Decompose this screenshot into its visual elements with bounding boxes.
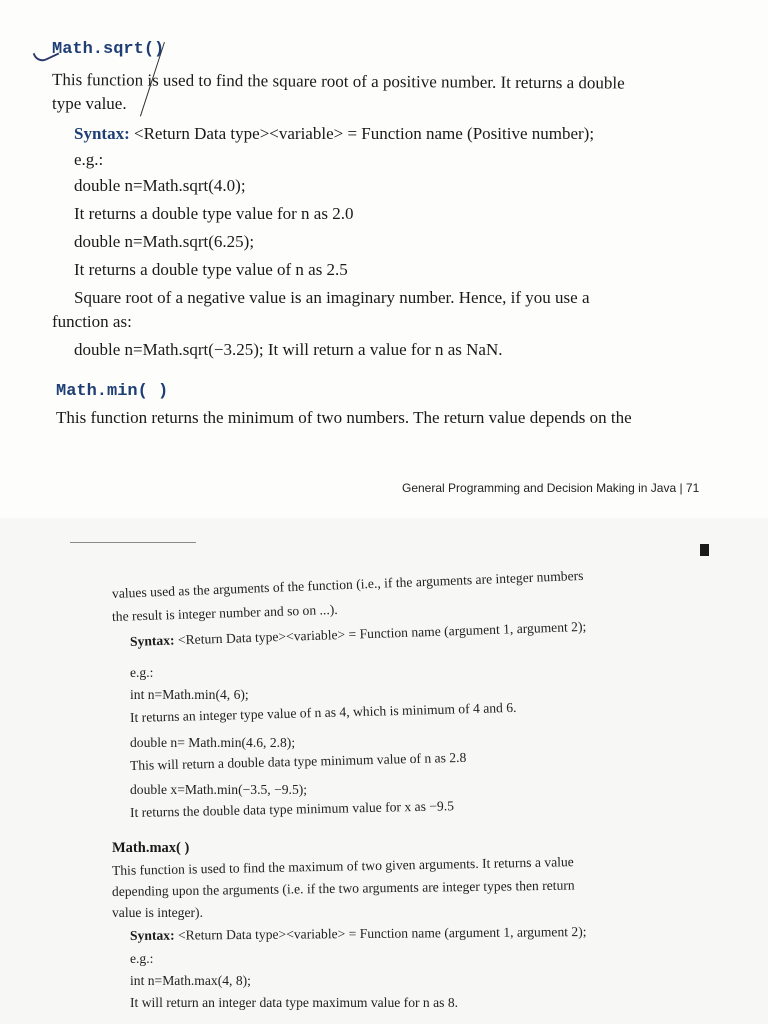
min-line-2: the result is integer number and so on ...). xyxy=(111,601,338,624)
sqrt-syntax-line xyxy=(74,124,594,144)
syntax-text: <Return Data type><variable> = Function name (Positive number); xyxy=(129,124,595,143)
max-line-3: value is integer). xyxy=(112,905,203,920)
min-syntax-line xyxy=(130,619,587,650)
page-footer: General Programming and Decision Making in Java | 71 xyxy=(402,481,700,495)
min-example-1-code: int n=Math.min(4, 6); xyxy=(130,687,249,702)
heading-math-min: Math.min( ) xyxy=(56,382,169,401)
sqrt-example-1-result: It returns a double type value for n as 2.0 xyxy=(74,204,354,223)
heading-math-max: Math.max( ) xyxy=(112,840,190,856)
sqrt-negative-note-line-1: Square root of a negative value is an imaginary number. Hence, if you use a xyxy=(74,288,590,307)
heading-math-sqrt: Math.sqrt() xyxy=(52,40,165,59)
max-syntax-label: Syntax: xyxy=(129,927,175,943)
max-line-1: This function is used to find the maximum of two given arguments. It returns a value xyxy=(111,854,574,878)
min-syntax-label: Syntax: xyxy=(129,632,175,649)
min-example-3-code: double x=Math.min(−3.5, −9.5); xyxy=(130,782,308,797)
max-example-1-code: int n=Math.max(4, 8); xyxy=(130,973,251,988)
min-example-2-code: double n= Math.min(4.6, 2.8); xyxy=(130,735,296,750)
sqrt-eg-label: e.g.: xyxy=(74,150,104,169)
top-rule xyxy=(70,542,196,543)
min-intro-line: This function returns the minimum of two numbers. The return value depends on the xyxy=(56,408,632,427)
min-eg-label: e.g.: xyxy=(130,665,154,680)
lower-page xyxy=(0,518,768,1024)
min-example-2-result: This will return a double data type minimum value of n as 2.8 xyxy=(129,749,467,773)
min-example-3-result: It returns the double data type minimum value for x as −9.5 xyxy=(129,798,455,820)
syntax-label: Syntax: xyxy=(74,124,130,143)
sqrt-example-1-code: double n=Math.sqrt(4.0); xyxy=(74,176,246,195)
sqrt-negative-example: double n=Math.sqrt(−3.25); It will return a value for n as NaN. xyxy=(74,340,503,359)
corner-block-mark xyxy=(700,544,709,556)
max-syntax-line xyxy=(130,924,587,944)
min-line-1: values used as the arguments of the function (i.e., if the arguments are integer numbers xyxy=(111,567,584,601)
sqrt-description-line-1: This function is used to find the square root of a positive number. It returns a double xyxy=(51,70,625,93)
max-example-1-result: It will return an integer data type maximum value for n as 8. xyxy=(130,995,459,1010)
sqrt-example-2-code: double n=Math.sqrt(6.25); xyxy=(74,232,255,251)
sqrt-negative-note-line-2: function as: xyxy=(52,312,132,331)
sqrt-example-2-result: It returns a double type value of n as 2.5 xyxy=(74,260,348,279)
max-syntax-text: <Return Data type><variable> = Function name (argument 1, argument 2); xyxy=(174,924,587,943)
min-syntax-text: <Return Data type><variable> = Function name (argument 1, argument 2); xyxy=(174,618,587,648)
min-example-1-result: It returns an integer type value of n as 4, which is minimum of 4 and 6. xyxy=(129,699,517,725)
sqrt-description-line-2: type value. xyxy=(52,94,127,113)
max-eg-label: e.g.: xyxy=(130,951,154,966)
max-line-2: depending upon the arguments (i.e. if the two arguments are integer types then return xyxy=(111,877,575,899)
